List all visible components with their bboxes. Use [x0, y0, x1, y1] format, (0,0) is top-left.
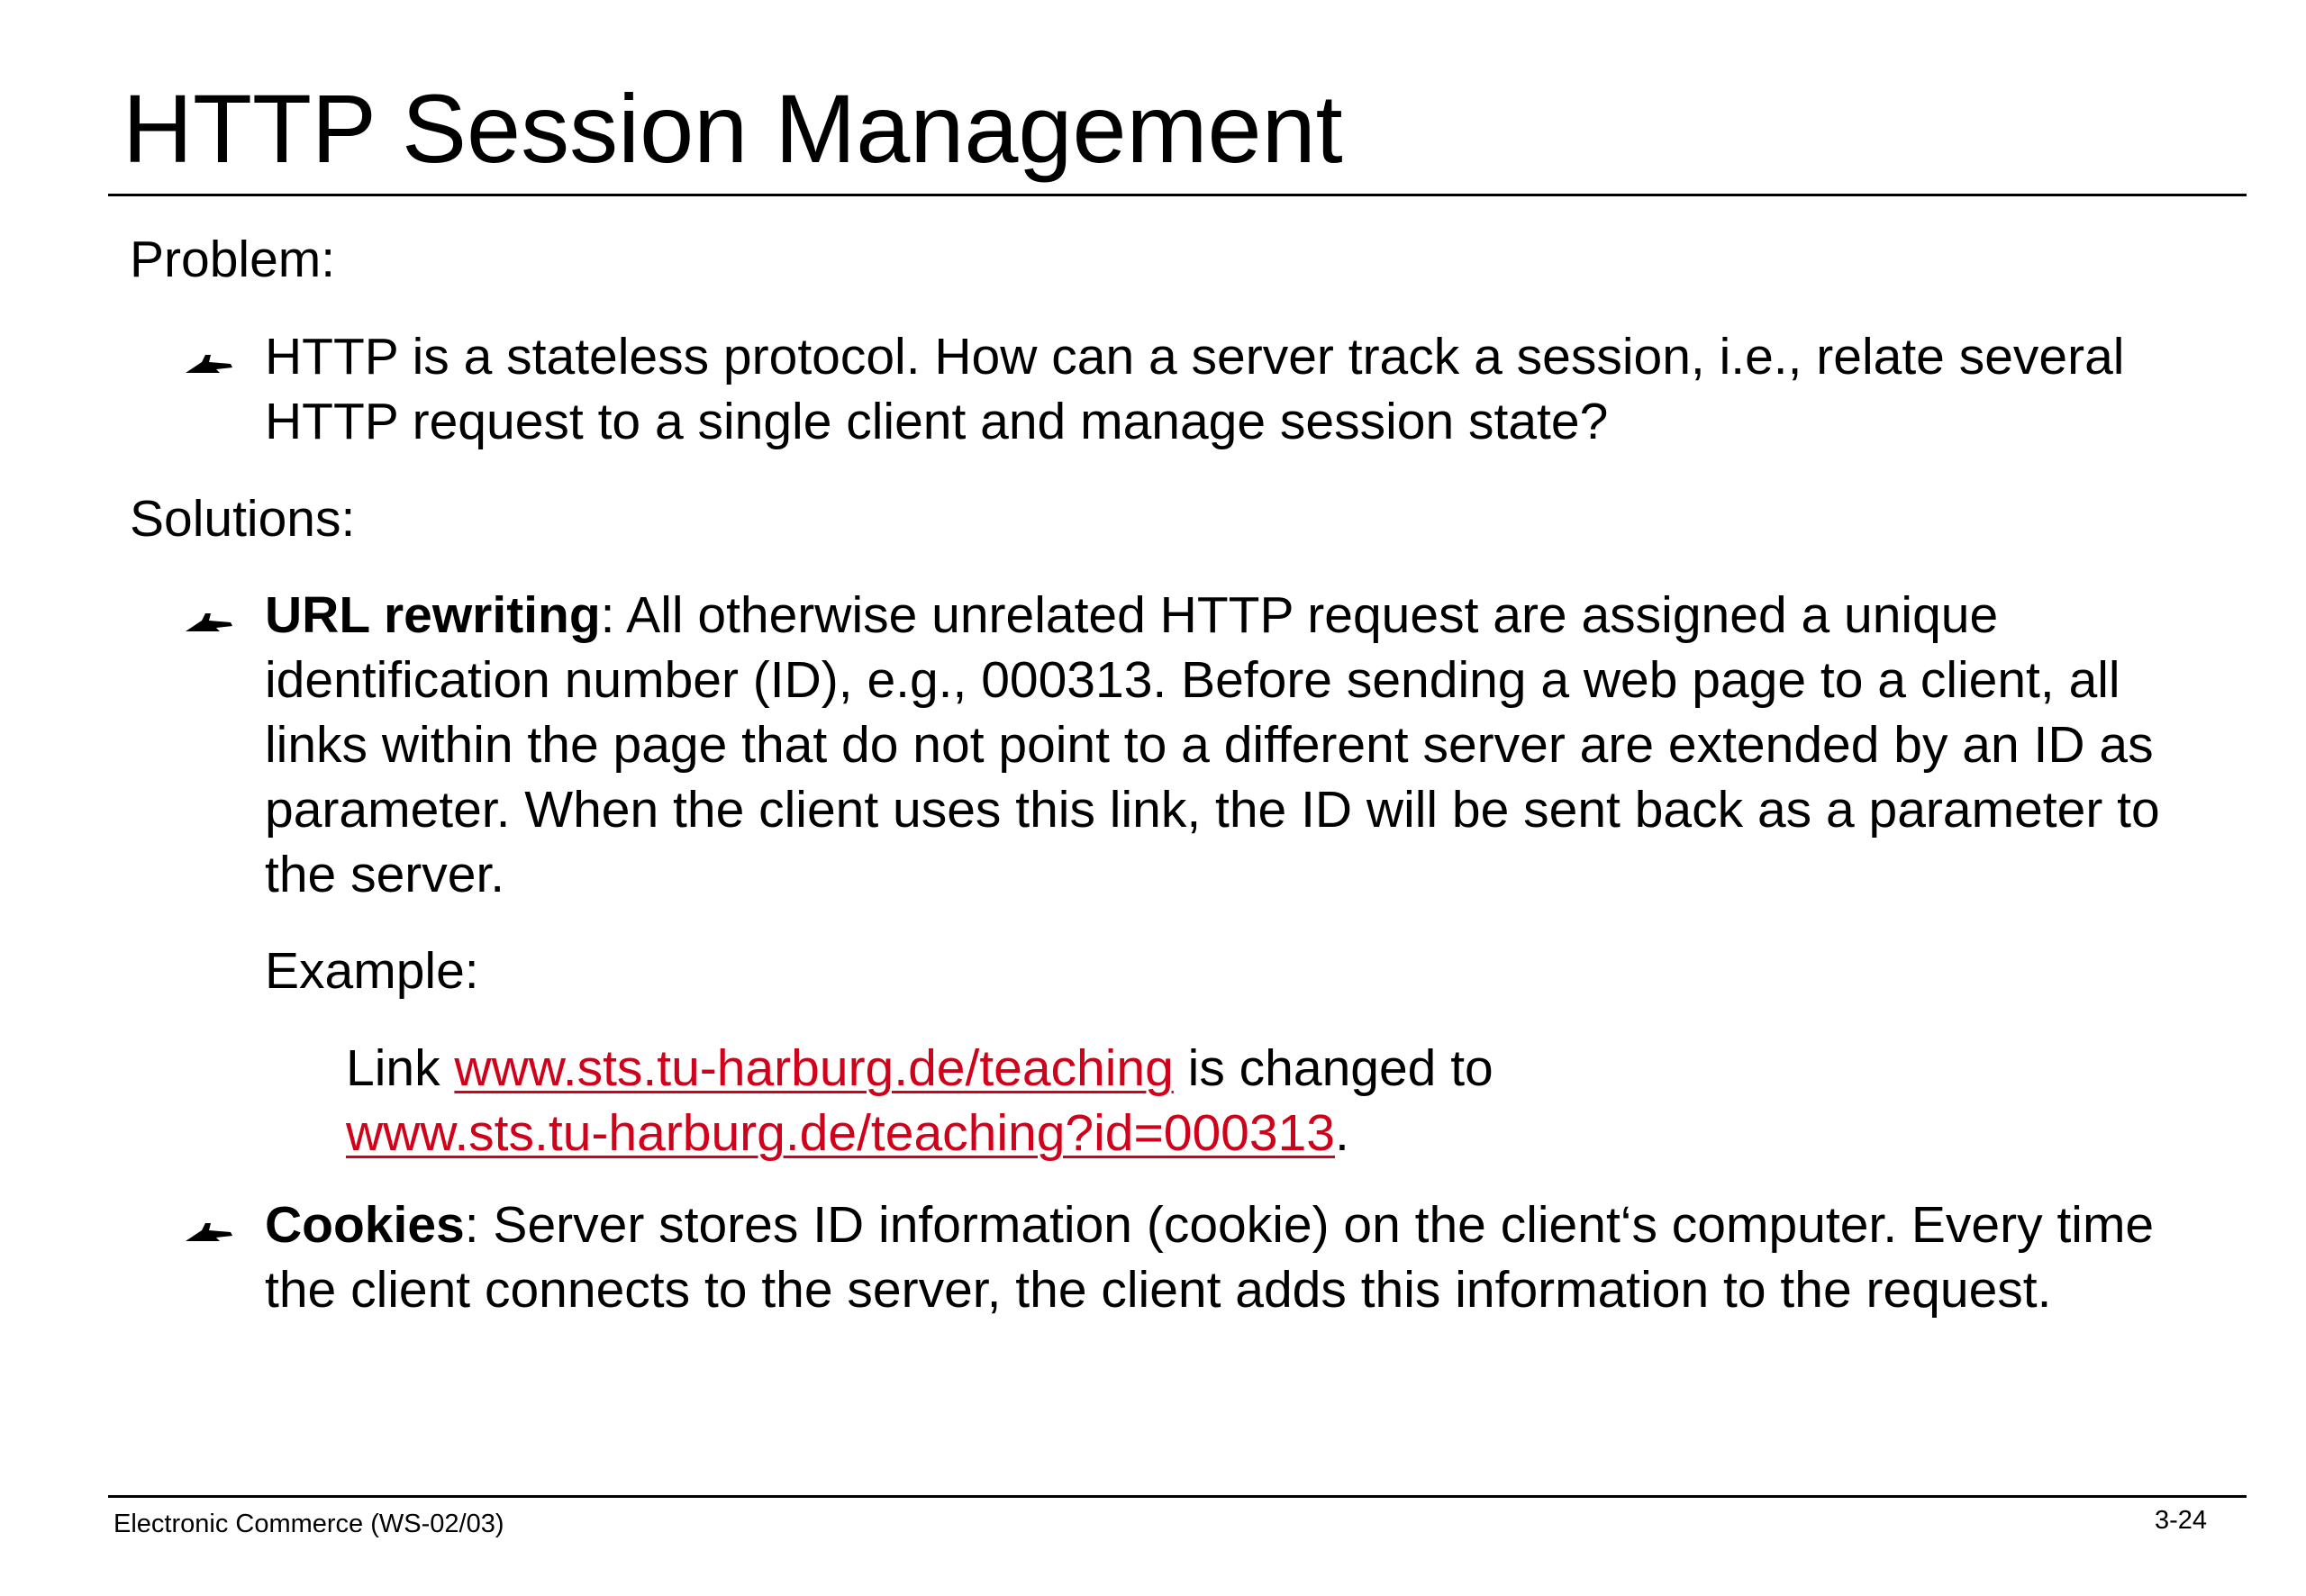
pointing-hand-icon [184, 608, 234, 635]
problem-heading: Problem: [130, 231, 336, 288]
url-rewriting-text: : All otherwise unrelated HTTP request are assigned a unique identification number (ID), e.g., 000313. Before sending a web page to a client, all links within the page that do not point to a different server are extended by an ID as parameter. When the client uses this link, the ID will be sent back as a parameter to the server. [265, 586, 2160, 903]
cookies-bullet [265, 1192, 2183, 1322]
example-text [346, 1036, 2147, 1165]
pointing-hand-icon [184, 1218, 234, 1245]
url-rewriting-term: URL rewriting [265, 586, 601, 644]
footer-page-number: 3-24 [2154, 1506, 2207, 1535]
cookies-text: : Server stores ID information (cookie) on the client‘s computer. Every time the client connects to the server, the client adds this information to the request. [265, 1196, 2155, 1319]
slide-title: HTTP Session Management [123, 74, 1343, 183]
example-prefix: Link [346, 1039, 455, 1097]
example-suffix: . [1334, 1104, 1349, 1162]
footer-course: Electronic Commerce (WS-02/03) [113, 1510, 504, 1538]
example-middle: is changed to [1173, 1039, 1493, 1097]
title-divider [108, 194, 2247, 196]
solutions-heading: Solutions: [130, 490, 356, 548]
url-rewriting-bullet [265, 583, 2229, 907]
example-link-rewritten[interactable]: www.sts.tu-harburg.de/teaching?id=000313 [346, 1104, 1335, 1162]
footer-divider [108, 1495, 2247, 1498]
cookies-term: Cookies [265, 1196, 465, 1254]
problem-bullet: HTTP is a stateless protocol. How can a server track a session, i.e., relate several HTTP request to a single client and manage session state? [265, 328, 2125, 450]
example-link-original[interactable]: www.sts.tu-harburg.de/teaching [454, 1039, 1174, 1097]
example-label: Example: [265, 942, 479, 1000]
pointing-hand-icon [184, 349, 234, 376]
